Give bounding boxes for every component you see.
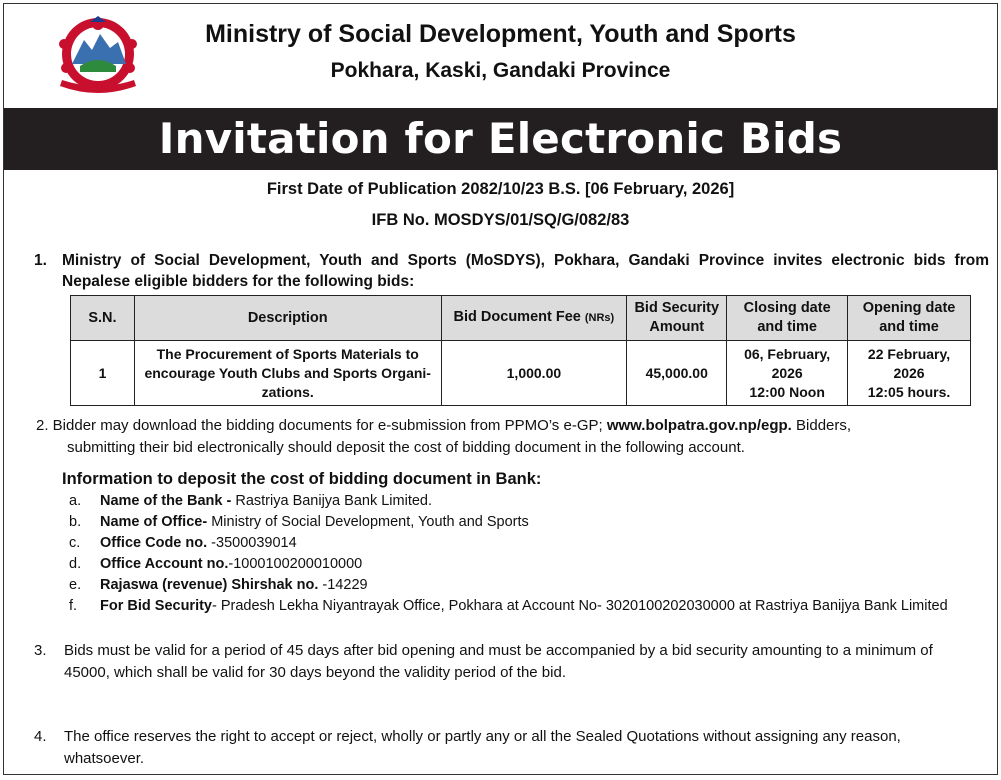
clause-2-line1 [36, 415, 991, 437]
clause-4-text: The office reserves the right to accept or reject, wholly or partly any or all the Sealed Quotations without assigning any reason, whatsoever. [64, 728, 901, 767]
table-row [71, 341, 971, 406]
list-label: Office Account no. [100, 556, 229, 572]
clause-1-number: 1. [34, 252, 47, 269]
ministry-location: Pokhara, Kaski, Gandaki Province [330, 59, 671, 82]
page-title: Invitation for Electronic Bids [158, 114, 843, 163]
list-value: -3500039014 [207, 535, 297, 551]
clause-4-number: 4. [34, 728, 47, 745]
header-fee-unit: (NRs) [584, 312, 615, 324]
header-fee [441, 296, 627, 341]
list-item [69, 554, 974, 575]
cell-opening [848, 341, 971, 406]
list-item [69, 533, 974, 554]
bids-table [70, 295, 971, 406]
list-letter: e. [69, 577, 82, 593]
list-label: Name of Office- [100, 514, 208, 530]
list-label: For Bid Security [100, 598, 212, 614]
clause-3-number: 3. [34, 642, 47, 659]
bank-info-list [69, 491, 974, 617]
list-item [69, 596, 974, 617]
header-description: Description [134, 296, 441, 341]
clause-1 [29, 250, 989, 292]
clause-2 [36, 415, 991, 459]
clause-2-line2: submitting their bid electronically should deposit the cost of bidding document in the following account. [67, 439, 745, 456]
cell-security: 45,000.00 [627, 341, 727, 406]
list-letter: c. [69, 535, 81, 551]
list-value: -1000100200010000 [228, 556, 363, 572]
cell-opening-line3: 12:05 hours. [867, 383, 951, 400]
list-value: Ministry of Social Development, Youth and Sports [207, 514, 529, 530]
header-closing [727, 296, 848, 341]
header-sn: S.N. [71, 296, 135, 341]
clause-1-text: Ministry of Social Development, Youth and Sports (MoSDYS), Pokhara, Gandaki Province invites electronic bids from Nepalese eligible bidders for the following bids: [62, 252, 989, 290]
list-letter: b. [69, 514, 82, 530]
list-label: Name of the Bank - [100, 493, 236, 509]
header-opening [848, 296, 971, 341]
list-value: Rastriya Banijya Bank Limited. [235, 493, 433, 509]
cell-description-line3: zations. [261, 383, 314, 400]
header-fee-label: Bid Document Fee [453, 309, 581, 325]
list-value: -14229 [318, 577, 368, 593]
header-security-line2: Amount [649, 319, 705, 335]
cell-sn: 1 [71, 341, 135, 406]
bank-info-heading: Information to deposit the cost of bidding document in Bank: [62, 470, 542, 488]
publication-date: First Date of Publication 2082/10/23 B.S. [06 February, 2026] [266, 180, 735, 198]
header-security [627, 296, 727, 341]
header-opening-line1: Opening date [862, 300, 956, 316]
clause-4 [29, 726, 969, 770]
header-closing-line2: and time [757, 319, 817, 335]
list-item [69, 575, 974, 596]
clause-2-text-b: Bidders, [791, 417, 852, 434]
cell-opening-line2: 2026 [893, 364, 925, 381]
header [4, 4, 997, 108]
cell-description-line1: The Procurement of Sports Materials to [156, 345, 419, 362]
clause-3-text: Bids must be valid for a period of 45 days after bid opening and must be accompanied by a bid security amounting to a minimum of 45000, which shall be valid for 30 days beyond the validity period of the bid. [64, 642, 933, 681]
cell-opening-line1: 22 February, [867, 345, 951, 362]
cell-closing-line2: 2026 [771, 364, 803, 381]
clause-3 [29, 640, 969, 684]
list-value: - Pradesh Lekha Niyantrayak Office, Pokhara at Account No- 3020100202030000 at Rastriya Banijya Bank Limited [212, 598, 948, 614]
list-item [69, 491, 974, 512]
cell-closing [727, 341, 848, 406]
title-banner [4, 108, 997, 170]
header-opening-line2: and time [879, 319, 939, 335]
list-label: Office Code no. [100, 535, 208, 551]
cell-fee: 1,000.00 [441, 341, 627, 406]
list-letter: a. [69, 493, 82, 509]
table-header-row [71, 296, 971, 341]
list-label: Rajaswa (revenue) Shirshak no. [100, 577, 319, 593]
notice-page [3, 3, 998, 775]
list-letter: d. [69, 556, 82, 572]
list-item [69, 512, 974, 533]
cell-description-line2: encourage Youth Clubs and Sports Organi- [144, 364, 431, 381]
header-security-line1: Bid Security [634, 300, 720, 316]
ministry-name [4, 20, 997, 49]
cell-closing-line1: 06, February, [744, 345, 831, 362]
cell-closing-line3: 12:00 Noon [749, 383, 825, 400]
cell-description [134, 341, 441, 406]
ifb-number: IFB No. MOSDYS/01/SQ/G/082/83 [371, 211, 630, 229]
header-closing-line1: Closing date [743, 300, 831, 316]
ministry-name-text: Ministry of Social Development, Youth and Sports [205, 20, 796, 48]
egp-link[interactable]: www.bolpatra.gov.np/egp. [606, 417, 792, 434]
clause-2-text-a: 2. Bidder may download the bidding documents for e-submission from PPMO’s e-GP; [36, 417, 607, 434]
list-letter: f. [69, 598, 78, 614]
